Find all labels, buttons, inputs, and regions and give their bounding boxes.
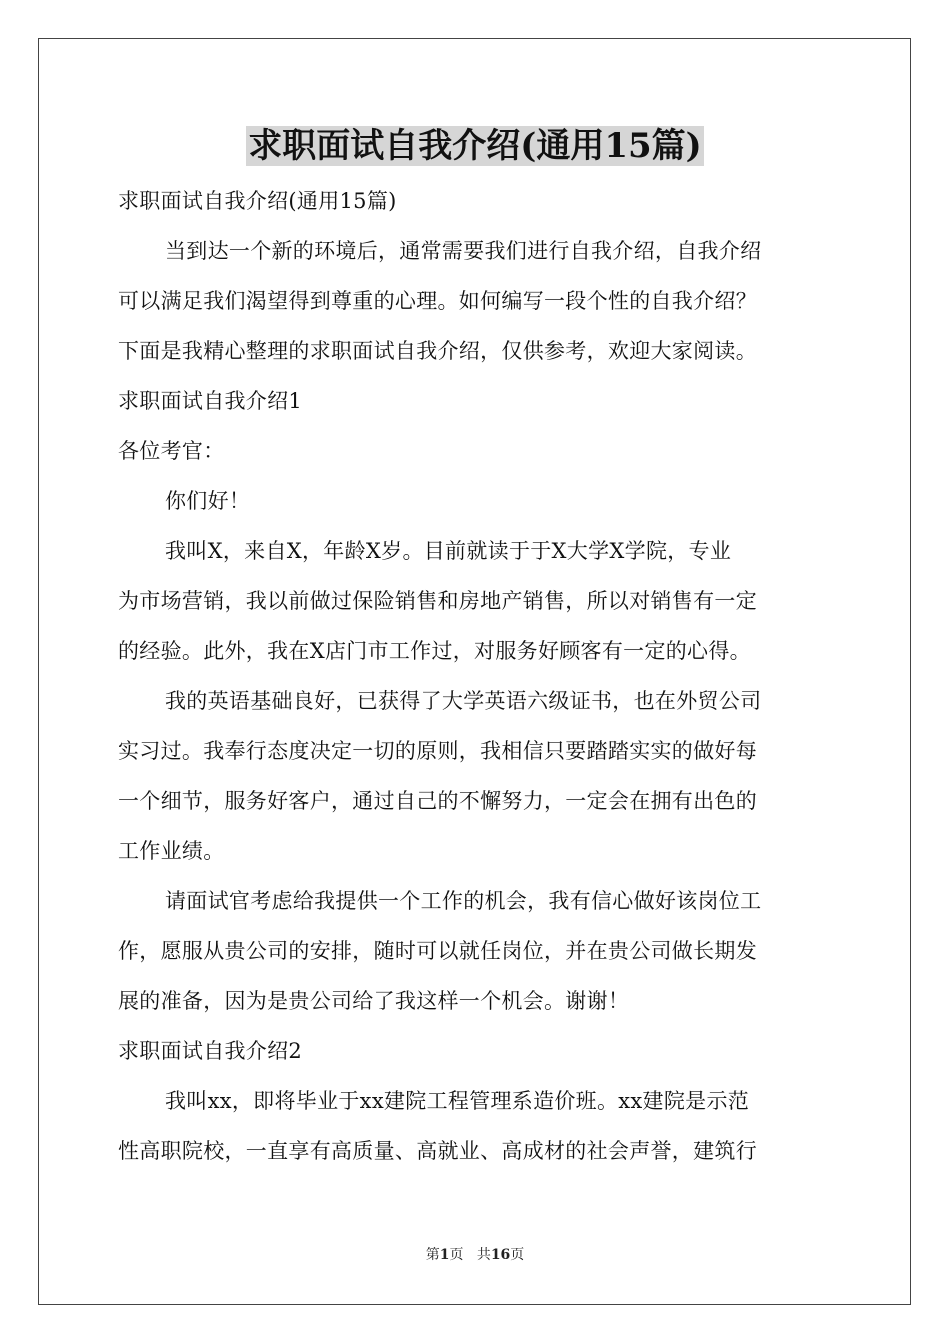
paragraph-line: 我叫xx，即将毕业于xx建院工程管理系造价班。xx建院是示范 <box>165 1089 750 1113</box>
section2-paragraph-1 <box>118 1076 834 1176</box>
total-suffix: 页 <box>510 1247 525 1263</box>
section-heading-1: 求职面试自我介绍1 <box>118 389 303 413</box>
intro-line: 当到达一个新的环境后，通常需要我们进行自我介绍，自我介绍 <box>165 239 762 263</box>
total-prefix: 共 <box>476 1247 491 1263</box>
section-heading-2: 求职面试自我介绍2 <box>118 1039 303 1063</box>
document-body <box>118 176 834 1176</box>
section1-paragraph-1 <box>118 526 834 676</box>
page-prefix: 第 <box>425 1247 440 1263</box>
paragraph-line: 一个细节，服务好客户，通过自己的不懈努力，一定会在拥有出色的 <box>118 789 757 813</box>
paragraph-line: 的经验。此外，我在X店门市工作过，对服务好顾客有一定的心得。 <box>118 639 751 663</box>
paragraph-line: 我叫X，来自X，年龄X岁。目前就读于于X大学X学院，专业 <box>165 539 732 563</box>
page-number: 1 <box>439 1247 450 1263</box>
paragraph-line: 性高职院校，一直享有高质量、高就业、高成材的社会声誉，建筑行 <box>118 1139 757 1163</box>
intro-paragraph <box>118 226 834 376</box>
subtitle: 求职面试自我介绍(通用15篇) <box>118 189 397 213</box>
title-text: 求职面试自我介绍(通用15篇) <box>248 126 702 166</box>
paragraph-line: 我的英语基础良好，已获得了大学英语六级证书，也在外贸公司 <box>165 689 762 713</box>
hello: 你们好！ <box>165 489 251 513</box>
document-title <box>0 124 950 168</box>
intro-line: 可以满足我们渴望得到尊重的心理。如何编写一段个性的自我介绍？ <box>118 289 757 313</box>
total-pages: 16 <box>490 1247 511 1263</box>
paragraph-line: 作，愿服从贵公司的安排，随时可以就任岗位，并在贵公司做长期发 <box>118 939 757 963</box>
greeting: 各位考官： <box>118 439 225 463</box>
page-footer <box>0 1245 950 1265</box>
page-suffix: 页 <box>449 1247 464 1263</box>
paragraph-line: 实习过。我奉行态度决定一切的原则，我相信只要踏踏实实的做好每 <box>118 739 757 763</box>
paragraph-line: 展的准备，因为是贵公司给了我这样一个机会。谢谢！ <box>118 989 630 1013</box>
paragraph-line: 请面试官考虑给我提供一个工作的机会，我有信心做好该岗位工 <box>165 889 762 913</box>
intro-line: 下面是我精心整理的求职面试自我介绍，仅供参考，欢迎大家阅读。 <box>118 339 757 363</box>
paragraph-line: 为市场营销，我以前做过保险销售和房地产销售，所以对销售有一定 <box>118 589 757 613</box>
section1-paragraph-2 <box>118 676 834 876</box>
paragraph-line: 工作业绩。 <box>118 839 225 863</box>
section1-paragraph-3 <box>118 876 834 1026</box>
